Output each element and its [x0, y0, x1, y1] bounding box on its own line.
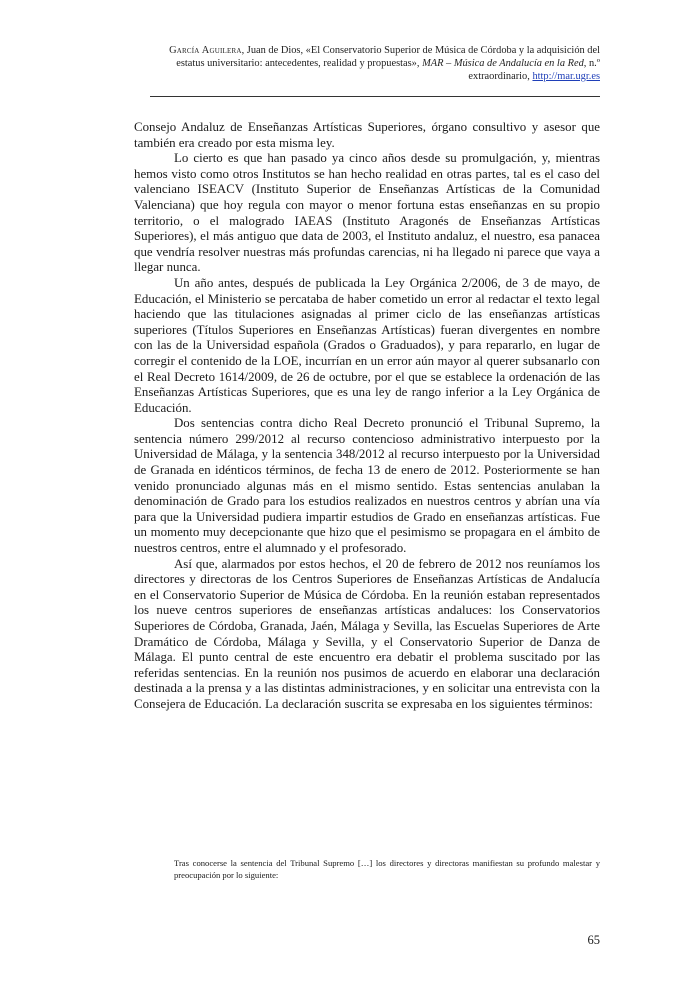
- header-journal: MAR – Música de Andalucía en la Red: [422, 58, 584, 69]
- header-rule: [150, 96, 600, 97]
- quote-text: Tras conocerse la sentencia del Tribunal Supremo […] los directores y directoras manifiestan su profundo malestar y preocupación por lo siguiente:: [174, 858, 600, 880]
- paragraph: Un año antes, después de publicada la Ley Orgánica 2/2006, de 3 de mayo, de Educación, el Ministerio se percataba de haber cometido un error al redactar el texto legal haciendo que las titulaciones asignadas al primer ciclo de las enseñanzas artísticas superiores (Títulos Superiores en Enseñanzas Artísticas) fueran divergentes en nombre con las de la Universidad española (Grados o Graduados), y para repararlo, en lugar de corregir el contenido de la LOE, incurrían en un error aún mayor al querer subsanarlo con el Real Decreto 1614/2009, de 26 de octubre, por el que se establece la ordenación de las Enseñanzas Artísticas Superiores, que es una ley de rango inferior a la Ley Orgánica de Educación.: [134, 275, 600, 415]
- body-text: [134, 120, 600, 713]
- header-author: García Aguilera: [169, 45, 242, 56]
- block-quote: [174, 858, 600, 881]
- paragraph: Lo cierto es que han pasado ya cinco años desde su promulgación, y, mientras hemos visto como otros Institutos se han hecho realidad en otras partes, tal es el caso del valenciano ISEACV (Instituto Superior de Enseñanzas Artísticas de la Comunidad Valenciana) que hoy regula con mayor o menor fortuna estas enseñanzas en su propio territorio, o el malogrado IAEAS (Instituto Aragonés de Enseñanzas Artísticas Superiores), el más antiguo que data de 2003, el Instituto andaluz, el nuestro, esa panacea que vendría resolver nuestras más profundas carencias, ni ha llegado ni parece que vaya a llegar nunca.: [134, 151, 600, 275]
- paragraph: Dos sentencias contra dicho Real Decreto pronunció el Tribunal Supremo, la sentencia número 299/2012 al recurso contencioso administrativo interpuesto por la Universidad de Málaga, y la sentencia 348/2012 al recurso interpuesto por la Universidad de Granada en idénticos términos, de fecha 13 de enero de 2012. Posteriormente se han venido pronunciado algunas más en el mismo sentido. Estas sentencias anulaban la denominación de Grado para los estudios realizados en nuestros centros y abrían una vía para que la Universidad pudiera impartir estudios de Grado en enseñanzas artísticas. Fue un momento muy decepcionante que hizo que el pesimismo se propagara en el ámbito de nuestros centros, entre el alumnado y el profesorado.: [134, 416, 600, 556]
- paragraph: Así que, alarmados por estos hechos, el 20 de febrero de 2012 nos reuníamos los directores y directoras de los Centros Superiores de Enseñanzas Artísticas de Andalucía en el Conservatorio Superior de Música de Córdoba. En la reunión estaban representados los nueve centros superiores de enseñanzas artísticas andaluces: los Conservatorios Superiores de Córdoba, Granada, Jaén, Málaga y Sevilla, las Escuelas Superiores de Arte Dramático de Córdoba, Málaga y Sevilla, y el Conservatorio Superior de Danza de Málaga. El punto central de este encuentro era debatir el problema suscitado por las referidas sentencias. En la reunión nos pusimos de acuerdo en elaborar una declaración destinada a la prensa y a las distintas administraciones, y en solicitar una entrevista con la Consejera de Educación. La declaración suscrita se expresaba en los siguientes términos:: [134, 556, 600, 711]
- paragraph: Consejo Andaluz de Enseñanzas Artísticas Superiores, órgano consultivo y asesor que también era creado por esta misma ley.: [134, 120, 600, 150]
- header-citation: , Juan de Dios, «El Conservatorio Superior de Música de Córdoba y la adquisición del estatus universitario: antecedentes, realidad y propuestas»,: [176, 45, 600, 69]
- header-issue: , n.º extraordinario,: [468, 58, 600, 82]
- header-url-link[interactable]: http://mar.ugr.es: [532, 71, 600, 82]
- running-header: [150, 44, 600, 83]
- page-number: 65: [587, 933, 600, 947]
